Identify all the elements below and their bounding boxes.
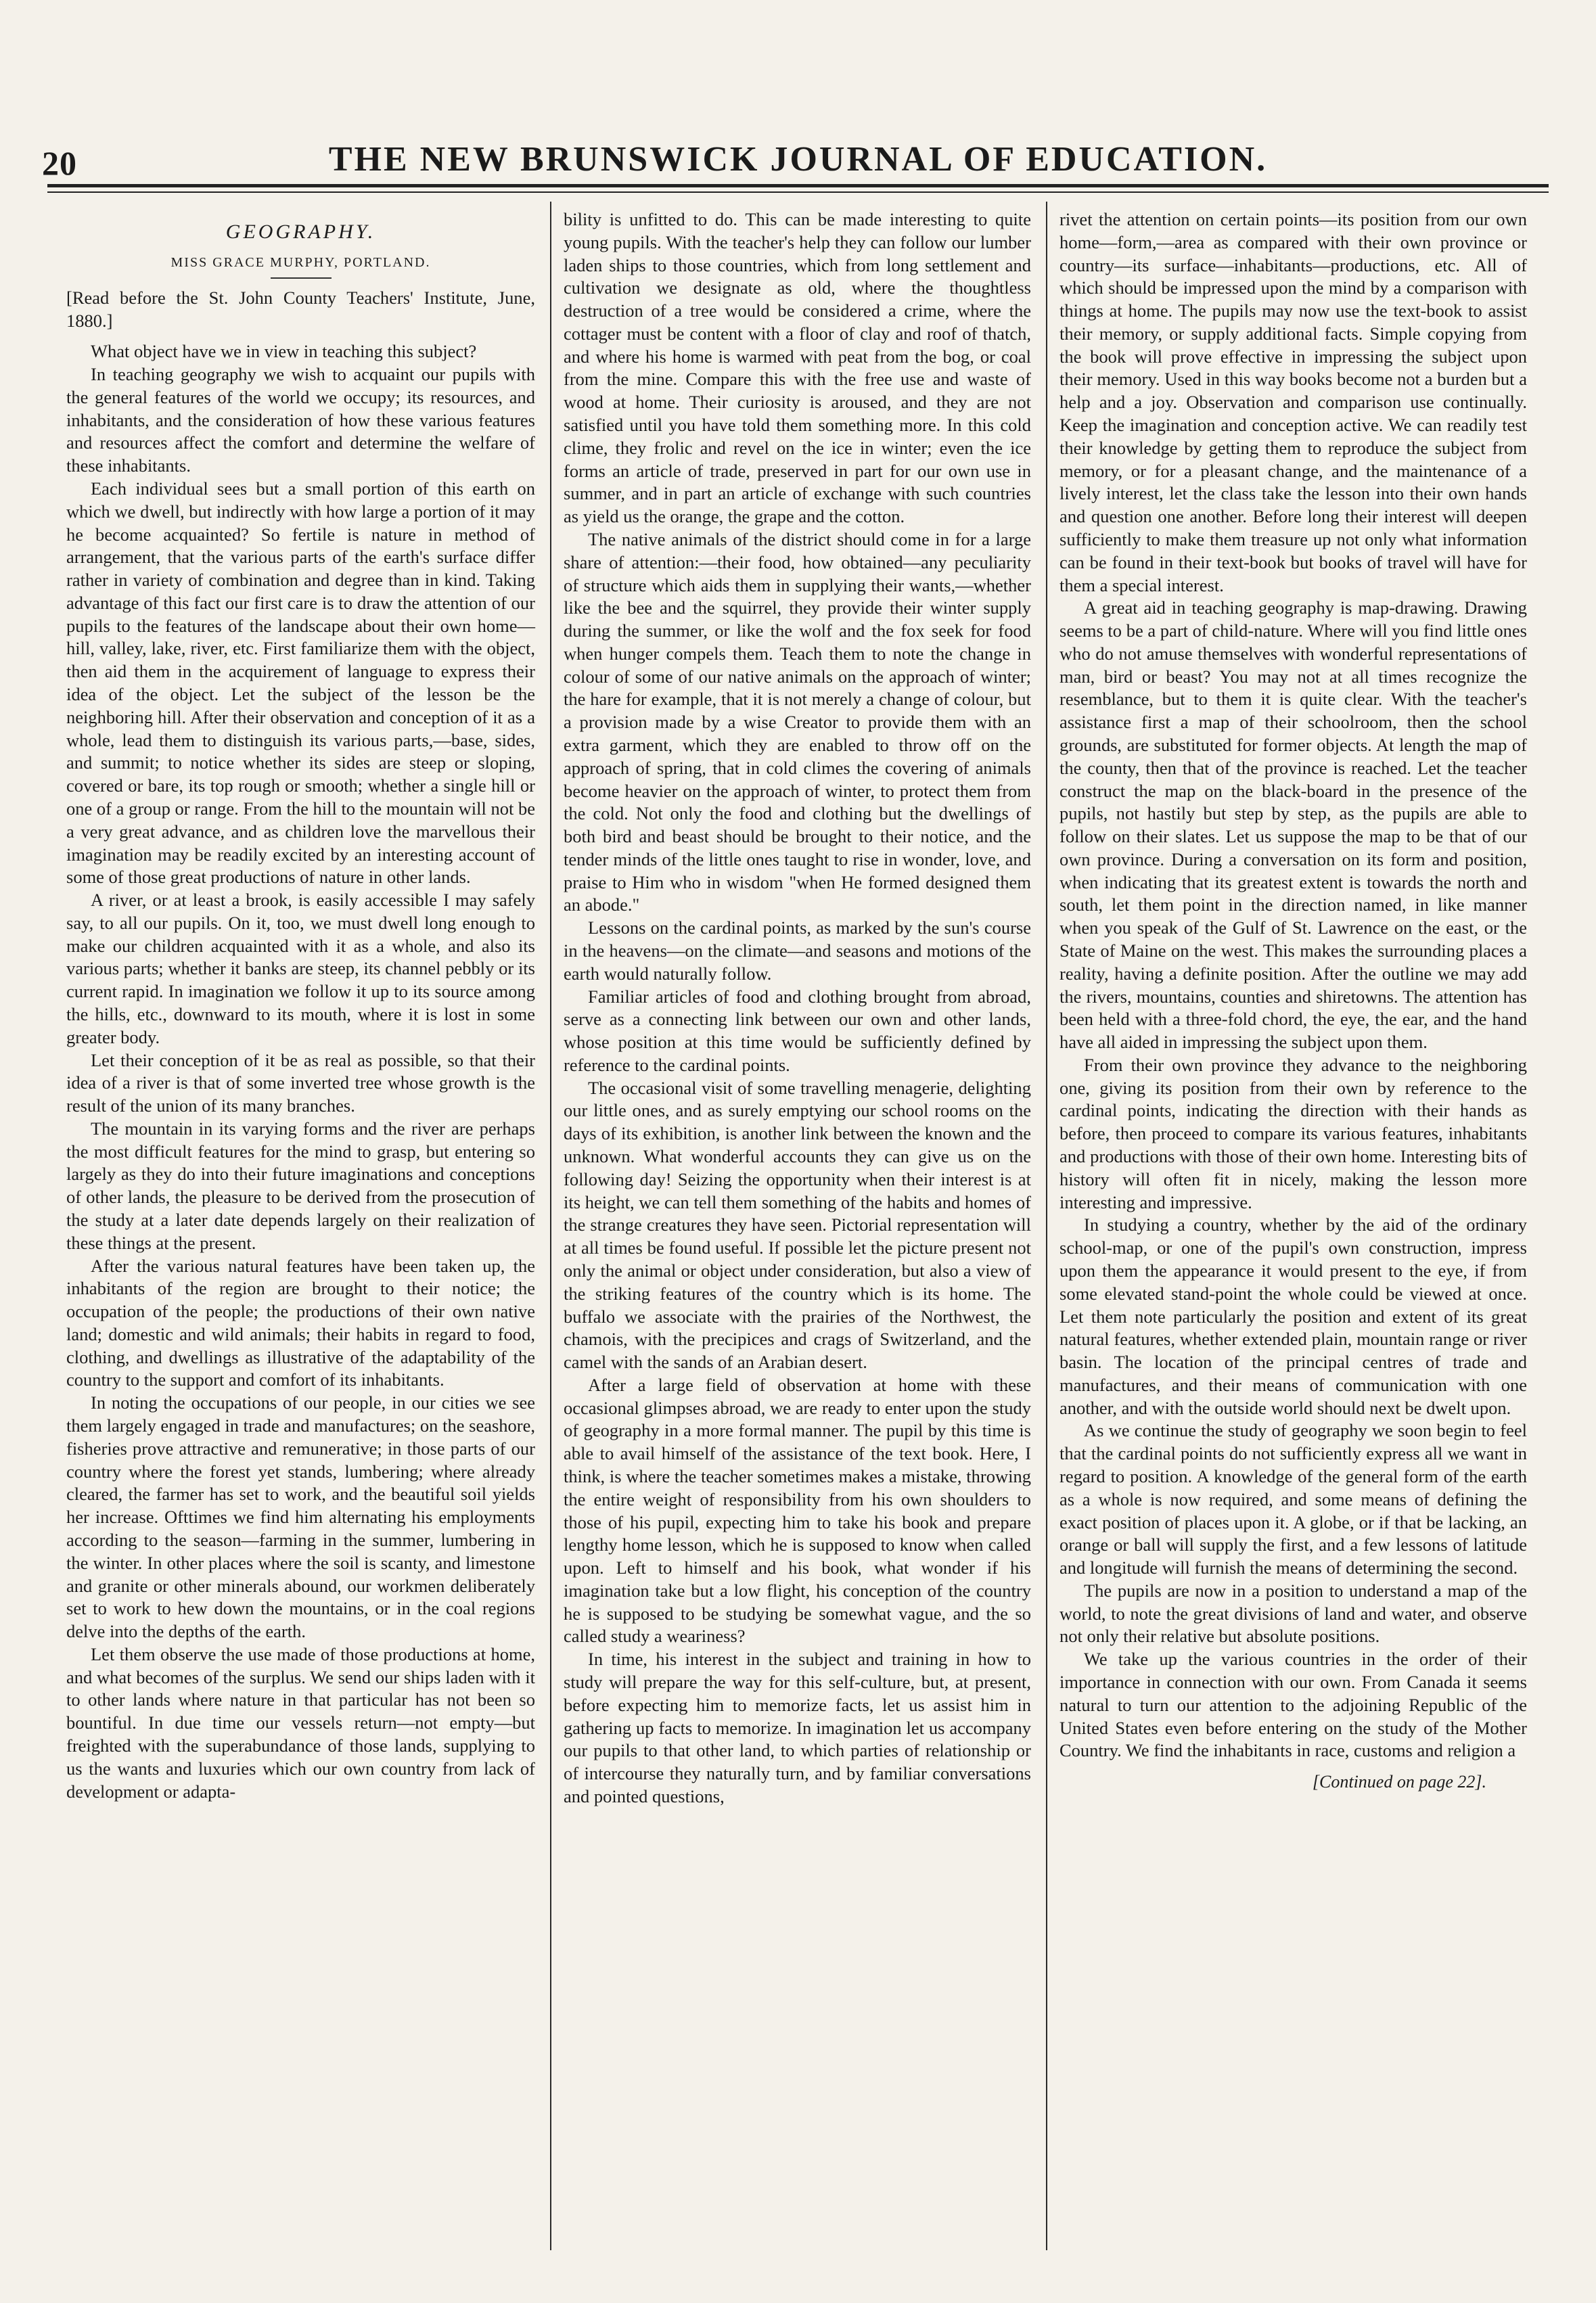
paragraph: Familiar articles of food and clothing brought from abroad, serve as a connecting link between our own and other lands, whose position at this time would be sufficiently defined by reference to the cardinal points.	[564, 986, 1031, 1075]
paragraph: Let their conception of it be as real as possible, so that their idea of a river is that of some inverted tree whose growth is the result of the union of its many branches.	[66, 1049, 535, 1116]
paragraph: A great aid in teaching geography is map-drawing. Drawing seems to be a part of child-nature. Where will you find little ones who do not amuse themselves with wonderful representations of man, bird or beast? You may not at all times recognize the resemblance, but to them it is quite clear. With the teacher's assistance first a map of their schoolroom, then the school grounds, are substituted for former objects. At length the map of the county, then that of the province is reached. Let the teacher construct the map on the black-board in the presence of the pupils, not hastily but step by step, as the pupils are able to follow on their slates. Let us suppose the map to be that of our own province. During a conversation on its form and position, when indicating that its greatest extent is towards the north and south, let them point in the direction named, in like manner when you speak of the Gulf of St. Lawrence on the east, or the State of Maine on the west. This makes the surrounding places a reality, having a definite position. After the outline we may add the rivers, mountains, counties and shiretowns. The attention has been held with a three-fold chord, the eye, the ear, and the hand have all aided in impressing the subject upon them.	[1059, 597, 1527, 1053]
article-author: MISS GRACE MURPHY, PORTLAND.	[170, 255, 431, 271]
article-title: GEOGRAPHY.	[225, 221, 376, 243]
paragraph: In studying a country, whether by the aid of the ordinary school-map, or one of the pupil's own construction, impress upon them the appearance it would present to the eye, if from some elevated stand-point the whole could be viewed at once. Let them note particularly the position and extent of its great natural features, whether extended plain, mountain range or river basin. The location of the principal centres of trade and manufactures, and their means of communication with one another, and with the outside world should next be dwelt upon.	[1059, 1214, 1527, 1418]
paragraph: What object have we in view in teaching this subject?	[91, 341, 477, 362]
paragraph: The pupils are now in a position to understand a map of the world, to note the great divisions of land and water, and observe not only their relative but absolute positions.	[1059, 1580, 1527, 1647]
paragraph: The mountain in its varying forms and the river are perhaps the most difficult features for the mind to grasp, but entering so largely as they do into their future imaginations and conceptions of other lands, the pleasure to be derived from the prosecution of the study at a later date depends largely on their realization of these things at the present.	[66, 1118, 535, 1253]
paragraph: The occasional visit of some travelling menagerie, delighting our little ones, and as surely emptying our school rooms on the days of its exhibition, is another link between the known and the unknown. What wonderful accounts they can give us on the following day! Seizing the opportunity when their interest is at its height, we can tell them something of the habits and homes of the strange creatures they have seen. Pictorial representation will at all times be found useful. If possible let the picture present not only the animal or object under consideration, but also a view of the striking features of the country which is its home. The buffalo we associate with the prairies of the Northwest, the chamois, with the precipices and crags of Switzerland, and the camel with the sands of an Arabian desert.	[564, 1077, 1031, 1373]
paragraph: As we continue the study of geography we soon begin to feel that the cardinal points do not sufficiently express all we want in regard to position. A knowledge of the general form of the earth as a whole is now required, and some means of defining the exact position of places upon it. A globe, or if that be lacking, an orange or ball will supply the first, and a few lessons of latitude and longitude will furnish the means of determining the second.	[1059, 1420, 1527, 1578]
paragraph: Let them observe the use made of those productions at home, and what becomes of the surplus. We send our ships laden with it to other lands where nature in that particular has not been so bountiful. In due time our vessels return—not empty—but freighted with the superabundance of those lands, supplying to us the wants and luxuries which our own country from lack of development or adapta-	[66, 1643, 535, 1802]
paragraph: bility is unfitted to do. This can be made interesting to quite young pupils. With the teacher's help they can follow our lumber laden ships to those countries, which from long settlement and cultivation we designate as old, where the thoughtless destruction of a tree would be considered a crime, where the cottager must be content with a floor of clay and roof of thatch, and where his home is warmed with peat from the bog, or coal from the mine. Compare this with the free use and waste of wood at home. Their curiosity is aroused, and they are not satisfied until you have told them something more. In this cold clime, they frolic and revel on the ice in winter; even the ice forms an article of trade, preserved in part for our own use in summer, and in part an article of exchange with such countries as yield us the orange, the grape and the cotton.	[564, 209, 1031, 527]
column-3	[1046, 202, 1542, 2250]
paragraph: In teaching geography we wish to acquaint our pupils with the general features of the world we occupy; its resources, and inhabitants, and the consideration of how these various features and resources affect the comfort and determine the welfare of these inhabitants.	[66, 364, 535, 476]
paragraph: After a large field of observation at home with these occasional glimpses abroad, we are ready to enter upon the study of geography in a more formal manner. The pupil by this time is able to avail himself of the assistance of the text book. Here, I think, is where the teacher sometimes makes a mistake, throwing the entire weight of responsibility from his own shoulders to those of his pupil, expecting him to take his book and prepare lengthy home lesson, which he is supposed to know when called upon. Left to himself and his book, what wonder if his imagination take but a low flight, his conception of the country he is supposed to be studying be somewhat vague, and the so called study a weariness?	[564, 1374, 1031, 1647]
article-note: [Read before the St. John County Teachers' Institute, June, 1880.]	[66, 287, 535, 331]
paragraph: We take up the various countries in the order of their importance in connection with our own. From Canada it seems natural to turn our attention to the adjoining Republic of the United States even before entering on the study of the Mother Country. We find the inhabitants in race, customs and religion a	[1059, 1649, 1527, 1761]
paragraph: rivet the attention on certain points—its position from our own home—form,—area as compared with their own province or country—its surface—inhabitants—productions, etc. All of which should be impressed upon the mind by a comparison with things at home. The pupils may now use the text-book to assist their memory, or supply additional facts. Simple copying from the book will prove effective in impressing the subject upon their memory. Used in this way books become not a burden but a help and a joy. Observation and comparison use continually. Keep the imagination and conception active. We can readily test their knowledge by getting them to reproduce the subject from memory, or for a pleasant change, and the maintenance of a lively interest, let the class take the lesson into their own hands and question one another. Before long their interest will deepen sufficiently to make them treasure up not only what information can be found in their text-book but books of travel will have for them a special interest.	[1059, 209, 1527, 595]
page-number: 20	[42, 144, 77, 182]
paragraph: Each individual sees but a small portion of this earth on which we dwell, but indirectly with how large a portion of it may he become acquainted? So fertile is nature in method of arrangement, that the various parts of the earth's surface differ rather in variety of combination and degree than in kind. Taking advantage of this fact our first care is to draw the attention of our pupils to the features of the landscape about their own home—hill, valley, lake, river, etc. First familiarize them with the object, then aid them in the acquirement of language to express their idea of the object. Let the subject of the lesson be the neighboring hill. After their observation and conception of it as a whole, lead them to distinguish its various parts,—base, sides, and summit; to notice whether its sides are steep or sloping, covered or bare, its top rough or smooth; whether a single hill or one of a group or range. From the hill to the mountain will not be a very great advance, and as children love the marvellous their imagination may be readily excited by an interesting account of some of those great productions of nature in other lands.	[66, 478, 535, 888]
article-columns	[54, 202, 1543, 2250]
column-2	[550, 202, 1046, 2250]
byline-rule	[271, 277, 332, 279]
continued-note: [Continued on page 22].	[1312, 1772, 1486, 1792]
journal-title: THE NEW BRUNSWICK JOURNAL OF EDUCATION.	[328, 140, 1268, 179]
paragraph: In time, his interest in the subject and training in how to study will prepare the way for this self-culture, but, at present, before expecting him to memorize facts, let us assist him in gathering up facts to memorize. In imagination let us accompany our pupils to that other land, to which parties of relationship or of intercourse they naturally turn, and by familiar conversations and pointed questions,	[564, 1649, 1031, 1806]
paragraph: From their own province they advance to the neighboring one, giving its position from their own by reference to the cardinal points, indicating the direction with their hands as before, then proceed to compare its various features, inhabitants and productions with those of their own home. Interesting bits of history will often fit in nicely, making the lesson more interesting and impressive.	[1059, 1054, 1527, 1212]
paragraph: After the various natural features have been taken up, the inhabitants of the region are brought to their notice; the occupation of the people; the productions of their own native land; domestic and wild animals; their habits in regard to food, clothing, and dwellings as illustrative of the adaptability of the country to the support and comfort of its inhabitants.	[66, 1255, 535, 1390]
paragraph: Lessons on the cardinal points, as marked by the sun's course in the heavens—on the climate—and seasons and motions of the earth would naturally follow.	[564, 917, 1031, 984]
header-rule-thin	[47, 191, 1549, 193]
paragraph: The native animals of the district should come in for a large share of attention:—their food, how obtained—any peculiarity of structure which aids them in supplying their wants,—whether like the bee and the squirrel, they provide their winter supply during the summer, or like the wolf and the fox seek for food when hunger compels them. Teach them to note the change in colour of some of our native animals on the approach of winter; the hare for example, that it is not merely a change of colour, but a provision made by a wise Creator to provide them with an extra garment, which they are enabled to throw off on the approach of spring, that in cold climes the covering of animals become heavier on the approach of winter, to protect them from the cold. Not only the food and clothing but the dwellings of both bird and beast should be brought to their notice, and the tender minds of the little ones taught to rise in wonder, love, and praise to Him who in wisdom "when He formed designed them an abode."	[564, 528, 1031, 915]
paragraph: In noting the occupations of our people, in our cities we see them largely engaged in trade and manufactures; on the seashore, fisheries prove attractive and remunerative; in those parts of our country where the forest yet stands, lumbering; where already cleared, the farmer has set to work, and the beautiful soil yields her increase. Ofttimes we find him alternating his employments according to the season—farming in the summer, lumbering in the winter. In other places where the soil is scanty, and limestone and granite or other minerals abound, our workmen deliberately set to work to hew down the mountains, or in the coal regions delve into the depths of the earth.	[66, 1392, 535, 1642]
paragraph: A river, or at least a brook, is easily accessible I may safely say, to all our pupils. On it, too, we must dwell long enough to make our children acquainted with it as a whole, and also its various parts; whether it banks are steep, its channel pebbly or its current rapid. In imagination we follow it up to its source among the hills, etc., downward to its mouth, where it is lost in some greater body.	[66, 890, 535, 1047]
column-1	[54, 202, 550, 2250]
header-rule-thick	[47, 184, 1549, 187]
